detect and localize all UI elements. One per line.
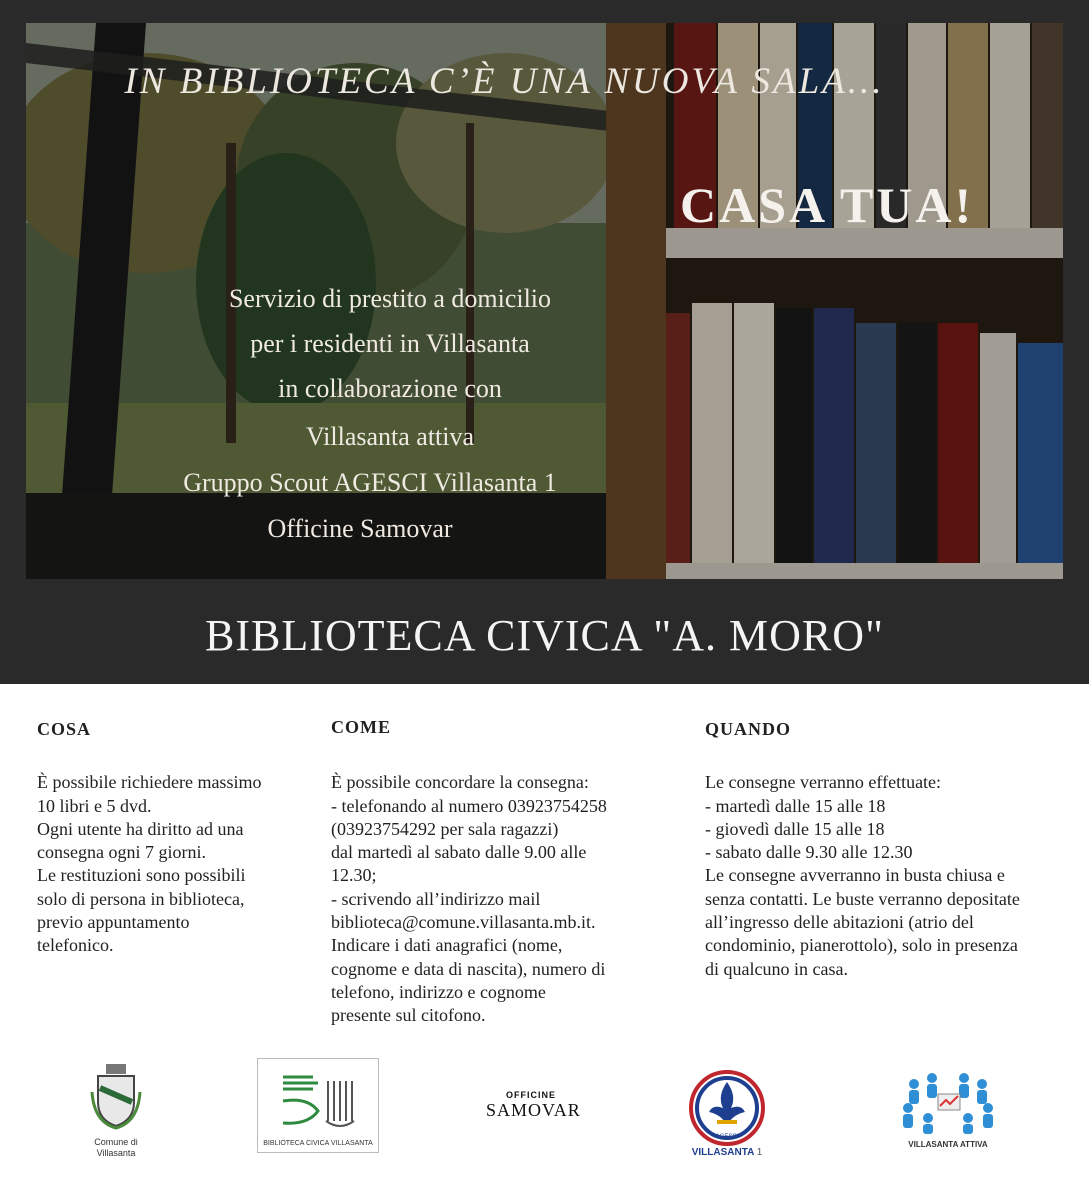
villasanta-attiva-people-icon [898, 1072, 998, 1134]
library-name: BIBLIOTECA CIVICA "A. MORO" [205, 611, 884, 660]
agesci-fleur-de-lis-icon [687, 1068, 767, 1148]
partner-villasanta-attiva: Villasanta attiva [305, 422, 475, 451]
service-line-1: Servizio di prestito a domicilio [228, 284, 552, 313]
logo-biblioteca-civica [257, 1058, 379, 1153]
cosa-text: È possibile richiedere massimo 10 libri e 5 dvd. Ogni utente ha diritto ad una consegna ogni 7 giorni. Le restituzioni sono possibili solo di persona in biblioteca, previo appuntamento telefonico. [37, 772, 262, 956]
partner-agesci: Gruppo Scout AGESCI Villasanta 1 [183, 468, 557, 497]
logo-villasanta-attiva [893, 1072, 1003, 1150]
service-line-2: per i residenti in Villasanta [250, 329, 530, 358]
quando-text: Le consegne verranno effettuate: - martedì dalle 15 alle 18 - giovedì dalle 15 alle 18 - sabato dalle 9.30 alle 12.30 Le consegne avverranno in busta chiusa e senza contatti. Le buste verranno depositate all’ingresso delle abitazioni (atrio del condominio, pianerottolo), solo in presenza di qualcuno in casa. [705, 772, 1020, 979]
quando-heading: QUANDO [705, 719, 791, 739]
comune-caption-2: Villasanta [96, 1148, 136, 1158]
samovar-top: OFFICINE [506, 1090, 556, 1100]
comune-caption-1: Comune di [94, 1137, 138, 1147]
logo-agesci [682, 1068, 772, 1158]
agesci-number: 1 [756, 1147, 763, 1158]
column-quando [705, 718, 1085, 981]
samovar-bottom: SAMOVAR [486, 1100, 581, 1120]
service-line-3: in collaborazione con [278, 374, 502, 403]
biblioteca-books-icon [268, 1071, 368, 1133]
column-cosa [37, 718, 307, 958]
biblioteca-caption: BIBLIOTECA CIVICA VILLASANTA [263, 1140, 373, 1147]
main-title: CASA TUA! [680, 177, 975, 233]
partner-samovar: Officine Samovar [267, 514, 453, 543]
comune-crest-icon [86, 1062, 146, 1132]
villasanta-attiva-caption: VILLASANTA ATTIVA [908, 1140, 988, 1149]
agesci-ring-text: AGESCI [715, 1134, 739, 1140]
column-come [331, 716, 676, 1028]
logo-officine-samovar [486, 1090, 581, 1121]
agesci-caption: VILLASANTA [691, 1147, 754, 1158]
logo-comune-villasanta [76, 1062, 156, 1159]
come-text: È possibile concordare la consegna: - telefonando al numero 03923754258 (03923754292 per sala ragazzi) dal martedì al sabato dalle 9.00 alle 12.30; - scrivendo all’indirizzo mail biblioteca@comune.villasanta.mb.it. Indicare i dati anagrafici (nome, cognome e data di nascita), numero di telefono, indirizzo e cognome presente sul citofono. [331, 772, 607, 1026]
cosa-heading: COSA [37, 719, 92, 739]
come-heading: COME [331, 717, 391, 737]
tagline: IN BIBLIOTECA C’È UNA NUOVA SALA... [124, 61, 885, 102]
